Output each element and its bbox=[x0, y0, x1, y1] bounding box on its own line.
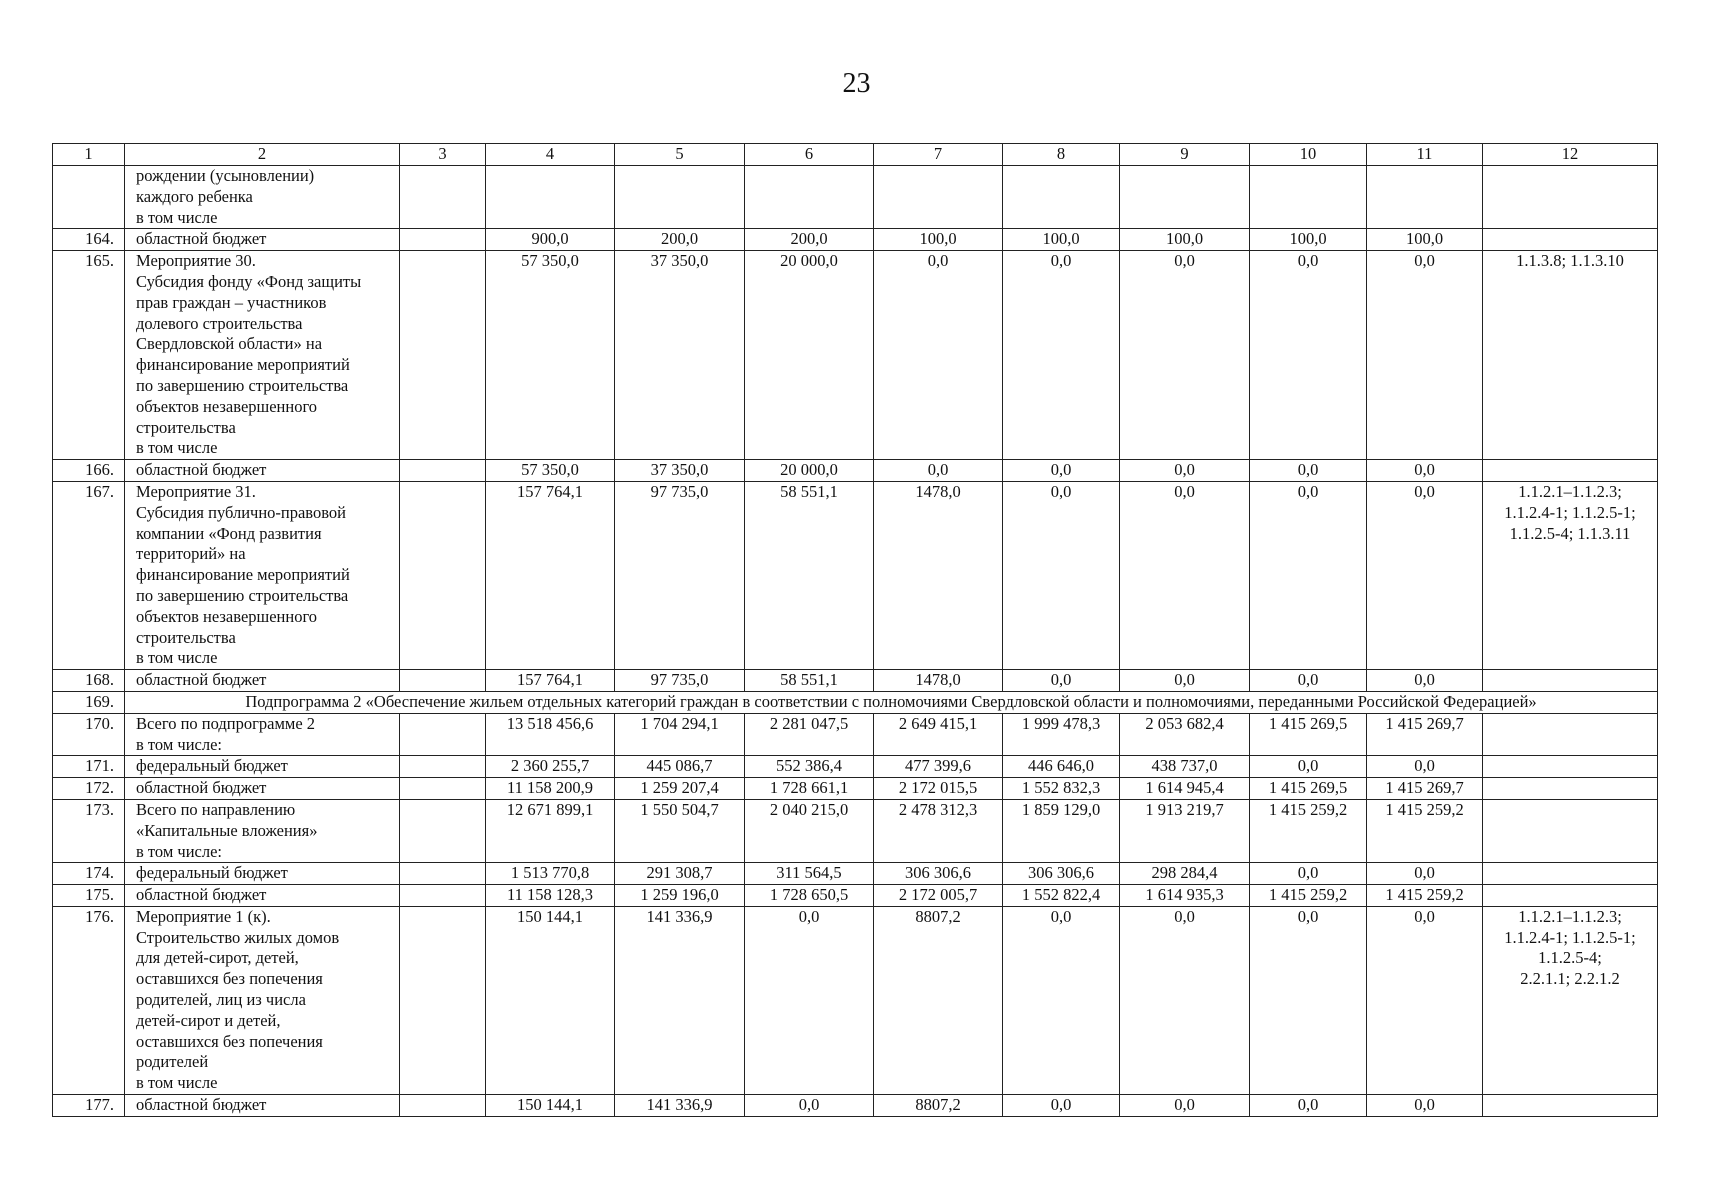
col-3 bbox=[400, 713, 486, 756]
col-7: 0,0 bbox=[874, 460, 1003, 482]
target-refs bbox=[1483, 670, 1658, 692]
col-3 bbox=[400, 481, 486, 669]
col-7: 2 172 005,7 bbox=[874, 885, 1003, 907]
row-number: 174. bbox=[53, 863, 125, 885]
col-11: 0,0 bbox=[1367, 863, 1483, 885]
col-8: 0,0 bbox=[1003, 251, 1120, 460]
col-10: 0,0 bbox=[1250, 670, 1367, 692]
table-row bbox=[53, 1095, 1658, 1117]
table-row bbox=[53, 670, 1658, 692]
col-8: 0,0 bbox=[1003, 906, 1120, 1094]
table-row bbox=[53, 460, 1658, 482]
col-6: 20 000,0 bbox=[745, 251, 874, 460]
row-number: 164. bbox=[53, 229, 125, 251]
column-header: 2 bbox=[125, 144, 400, 166]
row-number: 173. bbox=[53, 799, 125, 862]
column-header: 9 bbox=[1120, 144, 1250, 166]
target-refs bbox=[1483, 460, 1658, 482]
col-5: 291 308,7 bbox=[615, 863, 745, 885]
col-7: 1478,0 bbox=[874, 481, 1003, 669]
row-number: 172. bbox=[53, 778, 125, 800]
target-refs bbox=[1483, 885, 1658, 907]
column-header: 3 bbox=[400, 144, 486, 166]
col-9: 0,0 bbox=[1120, 460, 1250, 482]
description: Мероприятие 30. Субсидия фонду «Фонд защиты прав граждан – участников долевого строительства Свердловской области» на финансирование мероприятий по завершению строительства объектов незавершенного строительства в том числе bbox=[125, 251, 400, 460]
col-5 bbox=[615, 166, 745, 229]
description: областной бюджет bbox=[125, 460, 400, 482]
col-10: 1 415 269,5 bbox=[1250, 778, 1367, 800]
row-number: 165. bbox=[53, 251, 125, 460]
col-10: 1 415 269,5 bbox=[1250, 713, 1367, 756]
col-3 bbox=[400, 863, 486, 885]
col-4: 13 518 456,6 bbox=[486, 713, 615, 756]
col-5: 1 550 504,7 bbox=[615, 799, 745, 862]
col-4: 1 513 770,8 bbox=[486, 863, 615, 885]
col-4: 150 144,1 bbox=[486, 1095, 615, 1117]
column-header: 12 bbox=[1483, 144, 1658, 166]
subprogram-title: Подпрограмма 2 «Обеспечение жильем отдельных категорий граждан в соответствии с полномочиями Свердловской области и полномочиями, переданными Российской Федерацией» bbox=[125, 691, 1658, 713]
col-3 bbox=[400, 906, 486, 1094]
col-4: 157 764,1 bbox=[486, 670, 615, 692]
col-3 bbox=[400, 778, 486, 800]
col-6: 58 551,1 bbox=[745, 670, 874, 692]
budget-table bbox=[52, 143, 1658, 1117]
col-11: 0,0 bbox=[1367, 906, 1483, 1094]
table-row bbox=[53, 885, 1658, 907]
col-11: 0,0 bbox=[1367, 756, 1483, 778]
col-7 bbox=[874, 166, 1003, 229]
description: Мероприятие 31. Субсидия публично-правовой компании «Фонд развития территорий» на финансирование мероприятий по завершению строительства объектов незавершенного строительства в том числе bbox=[125, 481, 400, 669]
target-refs bbox=[1483, 778, 1658, 800]
col-4: 2 360 255,7 bbox=[486, 756, 615, 778]
col-6: 0,0 bbox=[745, 1095, 874, 1117]
col-4: 900,0 bbox=[486, 229, 615, 251]
column-header: 10 bbox=[1250, 144, 1367, 166]
target-refs bbox=[1483, 1095, 1658, 1117]
col-6: 2 040 215,0 bbox=[745, 799, 874, 862]
col-4: 157 764,1 bbox=[486, 481, 615, 669]
table-row bbox=[53, 906, 1658, 1094]
table-row bbox=[53, 481, 1658, 669]
target-refs: 1.1.2.1–1.1.2.3; 1.1.2.4-1; 1.1.2.5-1; 1.1.2.5-4; 1.1.3.11 bbox=[1483, 481, 1658, 669]
column-header: 8 bbox=[1003, 144, 1120, 166]
description: Всего по подпрограмме 2 в том числе: bbox=[125, 713, 400, 756]
table-row bbox=[53, 863, 1658, 885]
row-number bbox=[53, 166, 125, 229]
col-11: 0,0 bbox=[1367, 251, 1483, 460]
table-row bbox=[53, 166, 1658, 229]
table-header-row bbox=[53, 144, 1658, 166]
column-header: 1 bbox=[53, 144, 125, 166]
description: Всего по направлению «Капитальные вложения» в том числе: bbox=[125, 799, 400, 862]
col-3 bbox=[400, 756, 486, 778]
column-header: 4 bbox=[486, 144, 615, 166]
col-8: 1 552 822,4 bbox=[1003, 885, 1120, 907]
col-8: 1 999 478,3 bbox=[1003, 713, 1120, 756]
target-refs: 1.1.3.8; 1.1.3.10 bbox=[1483, 251, 1658, 460]
col-3 bbox=[400, 670, 486, 692]
col-8: 0,0 bbox=[1003, 460, 1120, 482]
col-8: 100,0 bbox=[1003, 229, 1120, 251]
target-refs bbox=[1483, 229, 1658, 251]
target-refs bbox=[1483, 713, 1658, 756]
col-11: 0,0 bbox=[1367, 670, 1483, 692]
col-11: 0,0 bbox=[1367, 1095, 1483, 1117]
col-3 bbox=[400, 229, 486, 251]
col-4: 57 350,0 bbox=[486, 460, 615, 482]
column-header: 5 bbox=[615, 144, 745, 166]
col-11: 1 415 259,2 bbox=[1367, 885, 1483, 907]
col-5: 37 350,0 bbox=[615, 251, 745, 460]
col-7: 100,0 bbox=[874, 229, 1003, 251]
col-4: 150 144,1 bbox=[486, 906, 615, 1094]
col-9: 298 284,4 bbox=[1120, 863, 1250, 885]
row-number: 170. bbox=[53, 713, 125, 756]
col-7: 2 478 312,3 bbox=[874, 799, 1003, 862]
col-11: 1 415 269,7 bbox=[1367, 778, 1483, 800]
table-row bbox=[53, 713, 1658, 756]
col-9: 1 614 945,4 bbox=[1120, 778, 1250, 800]
col-8: 0,0 bbox=[1003, 481, 1120, 669]
col-6: 1 728 650,5 bbox=[745, 885, 874, 907]
col-11: 0,0 bbox=[1367, 460, 1483, 482]
col-6: 200,0 bbox=[745, 229, 874, 251]
col-3 bbox=[400, 460, 486, 482]
col-6 bbox=[745, 166, 874, 229]
col-5: 200,0 bbox=[615, 229, 745, 251]
col-11: 0,0 bbox=[1367, 481, 1483, 669]
col-3 bbox=[400, 885, 486, 907]
col-9: 0,0 bbox=[1120, 481, 1250, 669]
col-4: 12 671 899,1 bbox=[486, 799, 615, 862]
col-10 bbox=[1250, 166, 1367, 229]
col-10: 100,0 bbox=[1250, 229, 1367, 251]
description: областной бюджет bbox=[125, 1095, 400, 1117]
col-9: 0,0 bbox=[1120, 670, 1250, 692]
col-3 bbox=[400, 799, 486, 862]
col-11: 1 415 269,7 bbox=[1367, 713, 1483, 756]
description: областной бюджет bbox=[125, 670, 400, 692]
row-number: 175. bbox=[53, 885, 125, 907]
col-10: 0,0 bbox=[1250, 1095, 1367, 1117]
col-9: 0,0 bbox=[1120, 1095, 1250, 1117]
col-3 bbox=[400, 1095, 486, 1117]
column-header: 6 bbox=[745, 144, 874, 166]
col-3 bbox=[400, 166, 486, 229]
row-number: 166. bbox=[53, 460, 125, 482]
col-6: 2 281 047,5 bbox=[745, 713, 874, 756]
col-9: 0,0 bbox=[1120, 251, 1250, 460]
col-8: 446 646,0 bbox=[1003, 756, 1120, 778]
col-10: 0,0 bbox=[1250, 863, 1367, 885]
col-8: 0,0 bbox=[1003, 1095, 1120, 1117]
col-3 bbox=[400, 251, 486, 460]
col-4: 11 158 128,3 bbox=[486, 885, 615, 907]
col-10: 1 415 259,2 bbox=[1250, 799, 1367, 862]
col-7: 8807,2 bbox=[874, 1095, 1003, 1117]
row-number: 169. bbox=[53, 691, 125, 713]
col-10: 0,0 bbox=[1250, 756, 1367, 778]
description: областной бюджет bbox=[125, 778, 400, 800]
description: федеральный бюджет bbox=[125, 863, 400, 885]
col-7: 306 306,6 bbox=[874, 863, 1003, 885]
table-row bbox=[53, 756, 1658, 778]
col-10: 0,0 bbox=[1250, 906, 1367, 1094]
col-9 bbox=[1120, 166, 1250, 229]
col-4: 57 350,0 bbox=[486, 251, 615, 460]
table-row bbox=[53, 691, 1658, 713]
col-7: 0,0 bbox=[874, 251, 1003, 460]
col-5: 141 336,9 bbox=[615, 1095, 745, 1117]
col-4 bbox=[486, 166, 615, 229]
col-11: 100,0 bbox=[1367, 229, 1483, 251]
target-refs bbox=[1483, 799, 1658, 862]
col-6: 311 564,5 bbox=[745, 863, 874, 885]
col-11: 1 415 259,2 bbox=[1367, 799, 1483, 862]
col-10: 0,0 bbox=[1250, 251, 1367, 460]
col-9: 100,0 bbox=[1120, 229, 1250, 251]
table-row bbox=[53, 251, 1658, 460]
page-number: 23 bbox=[842, 68, 871, 99]
description: Мероприятие 1 (к). Строительство жилых домов для детей-сирот, детей, оставшихся без попечения родителей, лиц из числа детей-сирот и детей, оставшихся без попечения родителей в том числе bbox=[125, 906, 400, 1094]
col-9: 0,0 bbox=[1120, 906, 1250, 1094]
col-9: 438 737,0 bbox=[1120, 756, 1250, 778]
target-refs bbox=[1483, 166, 1658, 229]
col-6: 552 386,4 bbox=[745, 756, 874, 778]
col-9: 1 913 219,7 bbox=[1120, 799, 1250, 862]
target-refs bbox=[1483, 756, 1658, 778]
col-11 bbox=[1367, 166, 1483, 229]
col-8: 306 306,6 bbox=[1003, 863, 1120, 885]
col-7: 2 649 415,1 bbox=[874, 713, 1003, 756]
col-9: 1 614 935,3 bbox=[1120, 885, 1250, 907]
table-row bbox=[53, 799, 1658, 862]
col-10: 1 415 259,2 bbox=[1250, 885, 1367, 907]
col-10: 0,0 bbox=[1250, 481, 1367, 669]
description: областной бюджет bbox=[125, 885, 400, 907]
col-7: 8807,2 bbox=[874, 906, 1003, 1094]
description: федеральный бюджет bbox=[125, 756, 400, 778]
col-8: 1 552 832,3 bbox=[1003, 778, 1120, 800]
target-refs bbox=[1483, 863, 1658, 885]
col-7: 477 399,6 bbox=[874, 756, 1003, 778]
col-5: 1 704 294,1 bbox=[615, 713, 745, 756]
col-9: 2 053 682,4 bbox=[1120, 713, 1250, 756]
description: областной бюджет bbox=[125, 229, 400, 251]
column-header: 7 bbox=[874, 144, 1003, 166]
row-number: 171. bbox=[53, 756, 125, 778]
col-5: 37 350,0 bbox=[615, 460, 745, 482]
row-number: 167. bbox=[53, 481, 125, 669]
col-8 bbox=[1003, 166, 1120, 229]
col-8: 1 859 129,0 bbox=[1003, 799, 1120, 862]
table-row bbox=[53, 229, 1658, 251]
table-row bbox=[53, 778, 1658, 800]
row-number: 176. bbox=[53, 906, 125, 1094]
col-5: 1 259 196,0 bbox=[615, 885, 745, 907]
col-4: 11 158 200,9 bbox=[486, 778, 615, 800]
col-5: 445 086,7 bbox=[615, 756, 745, 778]
col-8: 0,0 bbox=[1003, 670, 1120, 692]
row-number: 168. bbox=[53, 670, 125, 692]
column-header: 11 bbox=[1367, 144, 1483, 166]
col-7: 1478,0 bbox=[874, 670, 1003, 692]
col-5: 141 336,9 bbox=[615, 906, 745, 1094]
col-5: 1 259 207,4 bbox=[615, 778, 745, 800]
row-number: 177. bbox=[53, 1095, 125, 1117]
col-6: 1 728 661,1 bbox=[745, 778, 874, 800]
col-5: 97 735,0 bbox=[615, 670, 745, 692]
col-6: 0,0 bbox=[745, 906, 874, 1094]
col-7: 2 172 015,5 bbox=[874, 778, 1003, 800]
target-refs: 1.1.2.1–1.1.2.3; 1.1.2.4-1; 1.1.2.5-1; 1.1.2.5-4; 2.2.1.1; 2.2.1.2 bbox=[1483, 906, 1658, 1094]
col-6: 20 000,0 bbox=[745, 460, 874, 482]
col-10: 0,0 bbox=[1250, 460, 1367, 482]
description: рождении (усыновлении) каждого ребенка в том числе bbox=[125, 166, 400, 229]
col-5: 97 735,0 bbox=[615, 481, 745, 669]
col-6: 58 551,1 bbox=[745, 481, 874, 669]
